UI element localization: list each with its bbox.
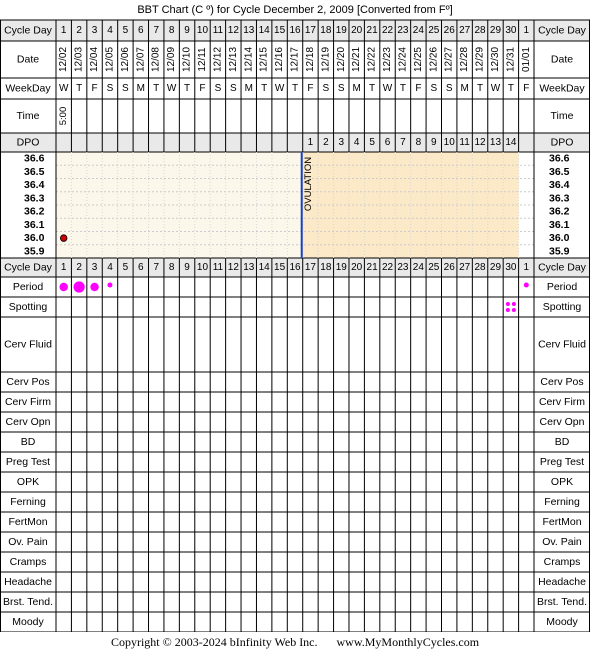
date-label: 12/14: [243, 46, 255, 73]
row-label-left: Moody: [12, 616, 44, 628]
y-tick-label-right: 36.0: [549, 232, 570, 245]
weekday-label: F: [307, 83, 314, 94]
cycle-day-label: 17: [304, 25, 316, 36]
weekday-label: F: [415, 83, 422, 94]
weekday-label: S: [337, 83, 345, 94]
y-tick-label-left: 36.1: [24, 218, 45, 231]
weekday-label: T: [507, 83, 514, 94]
cycle-day-label: 1: [523, 262, 530, 273]
row-label-left: Date: [16, 53, 40, 66]
cycle-day-label: 1: [60, 262, 67, 273]
date-label: 12/17: [289, 46, 301, 73]
cycle-day-label: 22: [381, 262, 394, 273]
cycle-day-label: 25: [428, 25, 440, 36]
cycle-day-label: 12: [227, 262, 239, 273]
weekday-label: W: [490, 83, 501, 94]
row-label-right: Cerv Pos: [540, 376, 584, 388]
weekday-label: W: [382, 83, 393, 94]
cycle-day-label: 26: [443, 25, 455, 36]
y-tick-label-right: 36.3: [549, 192, 570, 205]
cycle-day-label: 10: [196, 25, 209, 36]
date-label: 12/11: [196, 47, 208, 72]
cycle-day-label: 9: [184, 25, 190, 36]
cycle-day-label: 15: [274, 262, 286, 273]
cycle-day-label: 11: [212, 25, 224, 36]
date-label: 12/03: [73, 46, 85, 73]
cycle-day-label: 30: [505, 25, 517, 36]
y-tick-label-right: 36.5: [549, 165, 570, 178]
page-title: BBT Chart (C º) for Cycle December 2, 2009 [Converted from Fº]: [137, 4, 453, 16]
site-link[interactable]: www.MyMonthlyCycles.com: [336, 635, 480, 649]
dpo-label: 3: [338, 137, 345, 148]
cycle-day-label: 3: [91, 262, 98, 273]
row-label-right: Brst. Tend.: [537, 596, 587, 608]
date-label: 12/16: [274, 46, 286, 73]
cycle-day-label: 11: [212, 262, 224, 273]
cycle-day-label: 6: [138, 25, 144, 36]
row-label-left: Cerv Fluid: [4, 338, 52, 351]
dpo-label: 4: [353, 137, 360, 148]
cycle-day-label: 9: [184, 262, 190, 273]
date-label: 12/20: [335, 46, 347, 73]
row-label-right: Period: [546, 281, 578, 293]
weekday-label: F: [91, 83, 98, 94]
dpo-label: 13: [489, 137, 502, 148]
cycle-day-label: 20: [351, 25, 363, 36]
weekday-label: S: [106, 83, 114, 94]
cycle-day-label: 12: [227, 25, 239, 36]
row-label-left: WeekDay: [5, 82, 51, 95]
cycle-day-label: 24: [412, 262, 424, 273]
date-label: 12/06: [119, 46, 131, 73]
date-label: 12/25: [412, 46, 424, 73]
weekday-label: S: [214, 83, 222, 94]
date-label: 12/22: [366, 46, 378, 73]
weekday-label: S: [322, 83, 330, 94]
date-label: 12/29: [474, 46, 486, 73]
period-marker: [90, 283, 98, 291]
date-label: 12/24: [397, 46, 409, 73]
cycle-day-label: 2: [76, 262, 82, 273]
dpo-label: 7: [400, 137, 406, 148]
dpo-label: 1: [307, 137, 314, 148]
date-label: 12/13: [227, 46, 239, 73]
row-label-right: Cramps: [543, 556, 581, 568]
row-band: [0, 133, 590, 152]
dpo-label: 12: [474, 137, 486, 148]
cycle-day-label: 13: [243, 262, 255, 273]
copyright-text: Copyright © 2003-2024 bInfinity Web Inc.: [110, 635, 318, 649]
weekday-label: T: [369, 83, 376, 94]
period-marker: [74, 281, 85, 292]
weekday-label: M: [352, 83, 361, 94]
row-label-right: OPK: [550, 476, 574, 488]
row-label-left: Cycle Day: [4, 261, 52, 274]
cycle-day-label: 14: [258, 262, 270, 273]
cycle-day-label: 22: [381, 25, 394, 36]
cycle-day-label: 27: [459, 262, 471, 273]
date-label: 12/10: [181, 46, 193, 73]
cycle-day-label: 30: [505, 262, 517, 273]
dpo-label: 2: [323, 137, 329, 148]
row-label-right: Cycle Day: [538, 24, 586, 37]
row-label-right: DPO: [550, 136, 574, 149]
row-label-left: Cerv Pos: [6, 376, 50, 388]
row-label-right: Preg Test: [539, 456, 585, 468]
cycle-day-label: 29: [489, 25, 502, 36]
y-tick-label-right: 36.2: [549, 205, 570, 218]
row-label-left: Spotting: [8, 301, 48, 313]
row-label-left: Period: [12, 281, 44, 293]
row-label-left: Cramps: [9, 556, 47, 568]
cycle-day-label: 8: [168, 25, 175, 36]
row-label-right: Cerv Fluid: [538, 338, 586, 351]
row-label-right: Date: [550, 53, 574, 66]
y-tick-label-left: 36.3: [24, 192, 45, 205]
row-label-left: FertMon: [8, 516, 48, 528]
row-label-right: Cycle Day: [538, 261, 586, 274]
cycle-day-label: 28: [474, 262, 486, 273]
date-label: 12/04: [89, 46, 101, 73]
cycle-day-label: 21: [366, 25, 378, 36]
cycle-day-label: 2: [76, 25, 82, 36]
spotting-marker: [506, 302, 510, 306]
row-label-right: Spotting: [542, 301, 582, 313]
row-label-right: Cerv Opn: [539, 416, 585, 428]
cycle-day-label: 13: [243, 25, 255, 36]
y-tick-label-left: 36.2: [24, 205, 45, 218]
cycle-day-label: 25: [428, 262, 440, 273]
dpo-label: 9: [431, 137, 437, 148]
dpo-label: 11: [459, 137, 470, 148]
cycle-day-label: 24: [412, 25, 424, 36]
weekday-label: W: [274, 83, 285, 94]
weekday-label: S: [445, 83, 453, 94]
weekday-label: T: [476, 83, 484, 94]
row-label-left: Cerv Opn: [5, 416, 51, 428]
row-label-left: Ov. Pain: [8, 536, 48, 548]
cycle-day-label: 5: [122, 25, 129, 36]
cycle-day-label: 26: [443, 262, 455, 273]
date-label: 12/26: [428, 46, 440, 73]
row-label-right: FertMon: [542, 516, 582, 528]
row-label-left: Brst. Tend.: [3, 596, 53, 608]
y-tick-label-left: 36.5: [24, 165, 45, 178]
period-marker: [60, 283, 68, 291]
dpo-label: 6: [384, 137, 391, 148]
temp-point: [60, 235, 67, 242]
weekday-label: T: [291, 83, 299, 94]
y-tick-label-right: 36.6: [549, 152, 570, 165]
ovulation-label: OVULATION: [303, 156, 315, 212]
cycle-day-label: 4: [107, 262, 113, 273]
cycle-day-label: 10: [196, 262, 209, 273]
row-label-left: Ferning: [10, 496, 46, 508]
cycle-day-label: 20: [351, 262, 363, 273]
weekday-label: T: [153, 83, 160, 94]
weekday-label: S: [229, 83, 237, 94]
row-label-left: Cerv Firm: [4, 396, 52, 408]
cycle-day-label: 17: [304, 262, 316, 273]
row-label-left: OPK: [16, 476, 40, 488]
footer: [0, 632, 590, 652]
y-tick-label-right: 35.9: [549, 245, 570, 258]
dpo-label: 14: [505, 137, 517, 148]
cycle-day-label: 3: [91, 25, 98, 36]
date-label: 12/27: [443, 46, 455, 73]
row-label-right: Ov. Pain: [542, 536, 582, 548]
cycle-day-label: 27: [459, 25, 471, 36]
cycle-day-label: 1: [523, 25, 530, 36]
row-label-right: Moody: [546, 616, 578, 628]
y-tick-label-left: 36.4: [24, 179, 45, 192]
cycle-day-label: 8: [168, 262, 175, 273]
cycle-day-label: 23: [397, 25, 409, 36]
spotting-marker: [506, 308, 510, 312]
row-label-right: Cerv Firm: [538, 396, 586, 408]
date-label: 12/30: [489, 46, 501, 73]
row-label-right: WeekDay: [539, 82, 585, 95]
weekday-label: M: [244, 83, 253, 94]
date-label: 12/08: [150, 46, 162, 73]
y-tick-label-left: 36.0: [24, 232, 45, 245]
weekday-label: T: [261, 83, 268, 94]
cycle-day-label: 15: [274, 25, 286, 36]
cycle-day-label: 19: [335, 262, 347, 273]
dpo-label: 8: [415, 137, 422, 148]
row-label-right: Ferning: [544, 496, 580, 508]
dpo-label: 5: [369, 137, 375, 148]
cycle-day-label: 18: [320, 25, 332, 36]
date-label: 12/31: [505, 46, 517, 73]
cycle-day-label: 7: [153, 262, 160, 273]
date-label: 12/23: [382, 46, 394, 73]
spotting-marker: [512, 308, 516, 312]
cycle-day-label: 16: [289, 262, 301, 273]
weekday-label: F: [199, 83, 206, 94]
date-label: 12/02: [58, 46, 70, 73]
weekday-label: T: [76, 83, 83, 94]
date-label: 12/09: [166, 46, 178, 73]
cycle-day-label: 18: [320, 262, 332, 273]
weekday-label: S: [430, 83, 438, 94]
row-label-left: BD: [20, 436, 36, 448]
cycle-day-label: 14: [258, 25, 270, 36]
row-label-right: Headache: [538, 576, 586, 588]
cycle-day-label: 5: [122, 262, 129, 273]
row-label-left: DPO: [16, 136, 40, 149]
y-tick-label-right: 36.4: [549, 179, 570, 192]
weekday-label: T: [399, 83, 407, 94]
time-label: 5:00: [58, 106, 70, 126]
cycle-day-label: 1: [60, 25, 67, 36]
weekday-label: F: [523, 83, 530, 94]
weekday-label: M: [460, 83, 469, 94]
cycle-day-label: 6: [138, 262, 144, 273]
row-label-left: Headache: [4, 576, 52, 588]
cycle-day-label: 7: [153, 25, 160, 36]
weekday-label: S: [122, 83, 129, 94]
cycle-day-label: 21: [366, 262, 378, 273]
date-label: 12/15: [258, 46, 270, 73]
y-tick-label-left: 36.6: [24, 152, 45, 165]
weekday-label: M: [136, 83, 145, 94]
date-label: 12/05: [104, 46, 116, 73]
y-tick-label-left: 35.9: [24, 245, 45, 258]
row-label-left: Time: [16, 110, 40, 122]
date-label: 12/28: [459, 46, 471, 73]
row-label-left: Cycle Day: [4, 24, 52, 37]
row-label-right: Time: [550, 110, 574, 122]
weekday-label: W: [166, 83, 177, 94]
cycle-day-label: 28: [474, 25, 486, 36]
date-label: 01/01: [520, 46, 532, 73]
cycle-day-label: 23: [397, 262, 409, 273]
spotting-marker: [512, 302, 516, 306]
dpo-label: 10: [443, 137, 455, 148]
date-label: 12/21: [351, 46, 363, 73]
cycle-day-label: 29: [489, 262, 502, 273]
date-label: 12/12: [212, 46, 224, 73]
y-tick-label-right: 36.1: [549, 218, 570, 231]
cycle-day-label: 16: [289, 25, 301, 36]
date-label: 12/07: [135, 46, 147, 73]
period-marker: [524, 283, 529, 288]
period-marker: [107, 283, 112, 288]
date-label: 12/18: [304, 46, 316, 73]
row-label-right: BD: [554, 436, 570, 448]
cycle-day-label: 4: [107, 25, 113, 36]
weekday-label: W: [58, 83, 69, 94]
weekday-label: T: [184, 83, 191, 94]
date-label: 12/19: [320, 46, 332, 73]
cycle-day-label: 19: [335, 25, 347, 36]
row-label-left: Preg Test: [5, 456, 51, 468]
